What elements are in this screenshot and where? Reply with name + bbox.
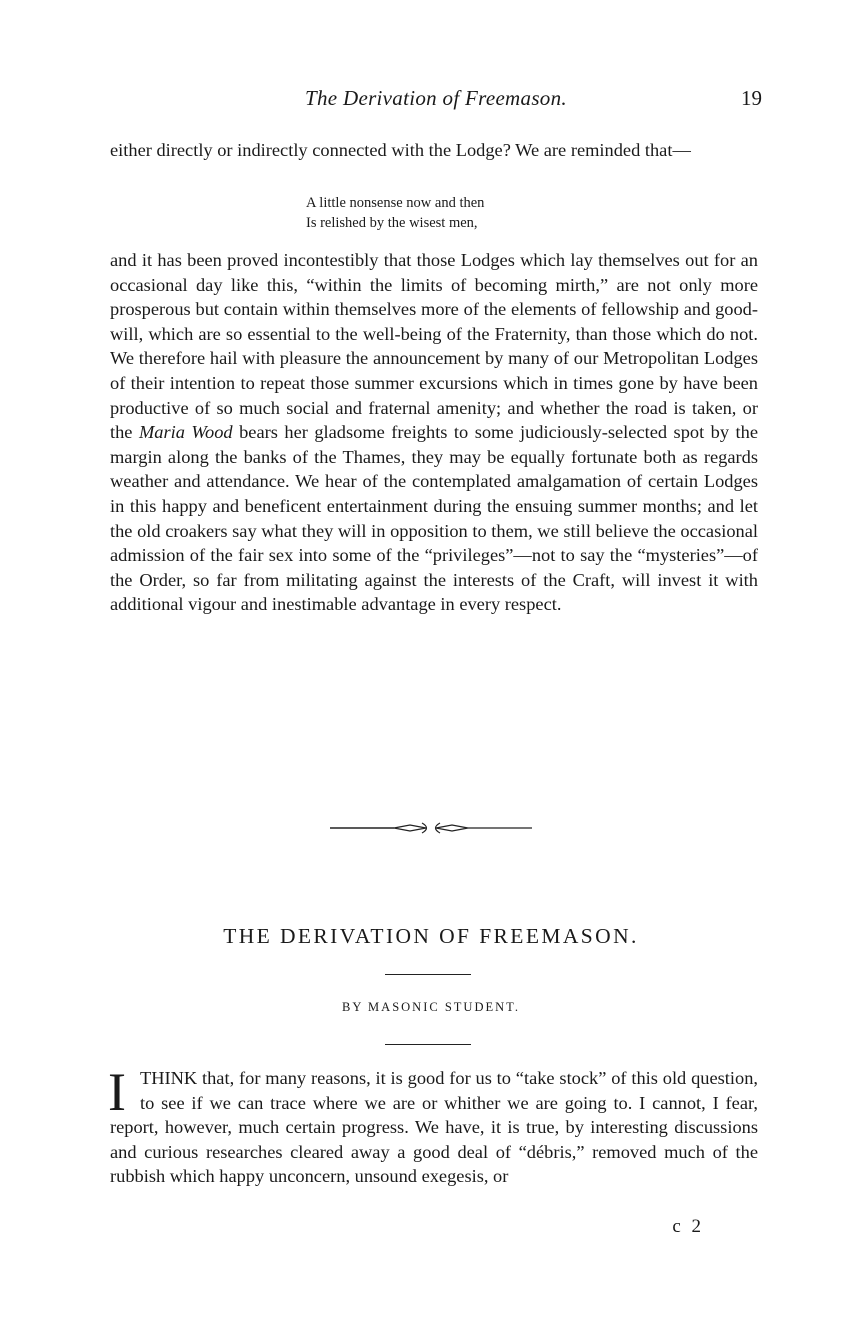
section-divider-ornament (330, 818, 532, 838)
article-body-text: THINK that, for many reasons, it is good for us to “take stock” of this old question, to see if we can trace where we are or whither we are going to. I cannot, I fear, report, however, much certain progress. We have, it is true, by interesting discussions and curious researches cleared away a good deal of “débris,” removed much of the rubbish which happy unconcern, unsound exegesis, or (110, 1068, 758, 1187)
paragraph-continuation: either directly or indirectly connected with the Lodge? We are reminded that— (110, 140, 691, 160)
verse-line: A little nonsense now and then (306, 195, 485, 211)
signature-mark: c 2 (672, 1216, 704, 1237)
byline: BY MASONIC STUDENT. (342, 1000, 520, 1014)
paragraph-text: and it has been proved incontestibly that those Lodges which lay themselves out for an occasional day like this, “within the limits of becoming mirth,” are not only more prosperous but contain within themselves more of the elements of fellowship and good-will, which are so essential to the well-being of the Fraternity, than those which do not. We therefore hail with pleasure the announcement by many of our Metropolitan Lodges of their intention to repeat those summer excursions which in times gone by have been productive of so much social and fraternal amenity; and whether the road is taken, or the (110, 250, 758, 443)
verse-quote (306, 193, 484, 233)
paragraph-lodges (110, 248, 758, 617)
running-title: The Derivation of Freemason. (305, 86, 567, 110)
running-head (0, 86, 862, 116)
page-number: 19 (741, 86, 762, 110)
paragraph-text: bears her gladsome freights to some judiciously-selected spot by the margin along the banks of the Thames, they may be equally fortunate both as regards weather and attendance. We hear of the contemplated amalgamation of certain Lodges in this happy and beneficent entertainment during the ensuing summer months; and let the old croakers say what they will in opposition to them, we still believe the occasional admission of the fair sex into some of the “privileges”—not to say the “mysteries”—of the Order, so far from militating against the interests of the Craft, will invest it with additional vigour and inestimable advantage in every respect. (110, 422, 759, 615)
byline-rule (385, 1044, 471, 1045)
italic-name: Maria Wood (138, 422, 233, 443)
article-title: THE DERIVATION OF FREEMASON. (223, 924, 639, 948)
verse-line: Is relished by the wisest men, (306, 215, 478, 231)
article-body (108, 1062, 758, 1189)
title-rule (385, 974, 471, 975)
drop-cap: I (108, 1062, 126, 1122)
